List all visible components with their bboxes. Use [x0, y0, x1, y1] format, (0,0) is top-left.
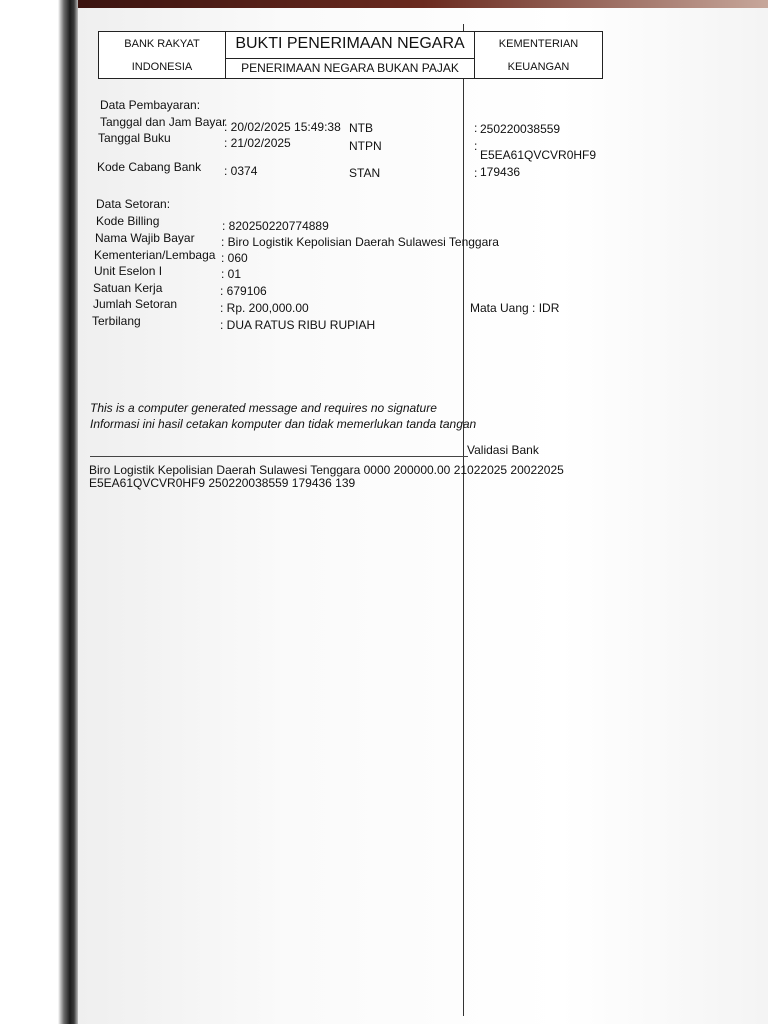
ministry-line2: KEUANGAN: [507, 60, 570, 73]
stan-value: 179436: [480, 165, 521, 179]
stan-label: STAN: [349, 166, 381, 180]
ntpn-value: E5EA61QVCVR0HF9: [480, 148, 597, 162]
ministry-line1: KEMENTERIAN: [498, 37, 579, 50]
top-edge-strip: [78, 0, 768, 8]
ministry-code-value: : 060: [221, 251, 248, 265]
ntb-value: 250220038559: [480, 122, 561, 136]
branch-value: : 0374: [224, 164, 258, 178]
spelled-label: Terbilang: [92, 314, 141, 328]
receipt-header: [98, 31, 603, 79]
bank-name-line1: BANK RAKYAT: [124, 37, 200, 50]
note-english: This is a computer generated message and requires no signature: [90, 401, 437, 415]
receipt-title: BUKTI PENERIMAAN NEGARA: [235, 34, 465, 52]
ntpn-colon: :: [474, 139, 478, 153]
datetime-value: : 20/02/2025 15:49:38: [224, 120, 341, 134]
bank-validation-label: Validasi Bank: [467, 443, 539, 457]
receipt-subtitle: PENERIMAAN NEGARA BUKAN PAJAK: [226, 58, 474, 75]
fold-line: [463, 24, 464, 1016]
ntpn-label: NTPN: [349, 139, 382, 153]
work-unit-value: : 679106: [220, 284, 267, 298]
note-indonesian: Informasi ini hasil cetakan komputer dan tidak memerlukan tanda tangan: [90, 417, 477, 431]
payment-section-title: Data Pembayaran:: [100, 98, 201, 112]
payer-value: : Biro Logistik Kepolisian Daerah Sulawesi Tenggara: [221, 235, 499, 249]
billing-label: Kode Billing: [96, 214, 160, 228]
book-date-label: Tanggal Buku: [98, 131, 171, 145]
amount-label: Jumlah Setoran: [93, 297, 178, 311]
ministry-code-label: Kementerian/Lembaga: [94, 248, 216, 262]
ministry-cell: [475, 32, 602, 78]
book-date-value: : 21/02/2025: [224, 136, 291, 150]
payer-label: Nama Wajib Bayar: [95, 231, 195, 245]
ntb-colon: :: [474, 121, 478, 135]
echelon-value: : 01: [221, 267, 242, 281]
billing-value: : 820250220774889: [222, 219, 329, 233]
spelled-value: : DUA RATUS RIBU RUPIAH: [220, 318, 376, 332]
work-unit-label: Satuan Kerja: [93, 281, 163, 295]
ntb-label: NTB: [349, 121, 373, 135]
branch-label: Kode Cabang Bank: [97, 160, 202, 174]
datetime-label: Tanggal dan Jam Bayar: [100, 115, 227, 129]
signature-line: [90, 456, 468, 457]
amount-value: : Rp. 200,000.00: [220, 301, 309, 315]
validation-line1: Biro Logistik Kepolisian Daerah Sulawesi Tenggara 0000 200000.00 21022025 20022025: [89, 463, 564, 477]
currency-value: Mata Uang : IDR: [470, 301, 560, 315]
book-spine-shadow: [0, 0, 78, 1024]
deposit-section-title: Data Setoran:: [96, 197, 171, 211]
echelon-label: Unit Eselon I: [94, 264, 163, 278]
title-cell: [226, 32, 475, 78]
stan-colon: :: [474, 166, 478, 180]
bank-name-line2: INDONESIA: [131, 60, 193, 73]
bank-name-cell: [99, 32, 226, 78]
validation-line2: E5EA61QVCVR0HF9 250220038559 179436 139: [89, 476, 356, 490]
